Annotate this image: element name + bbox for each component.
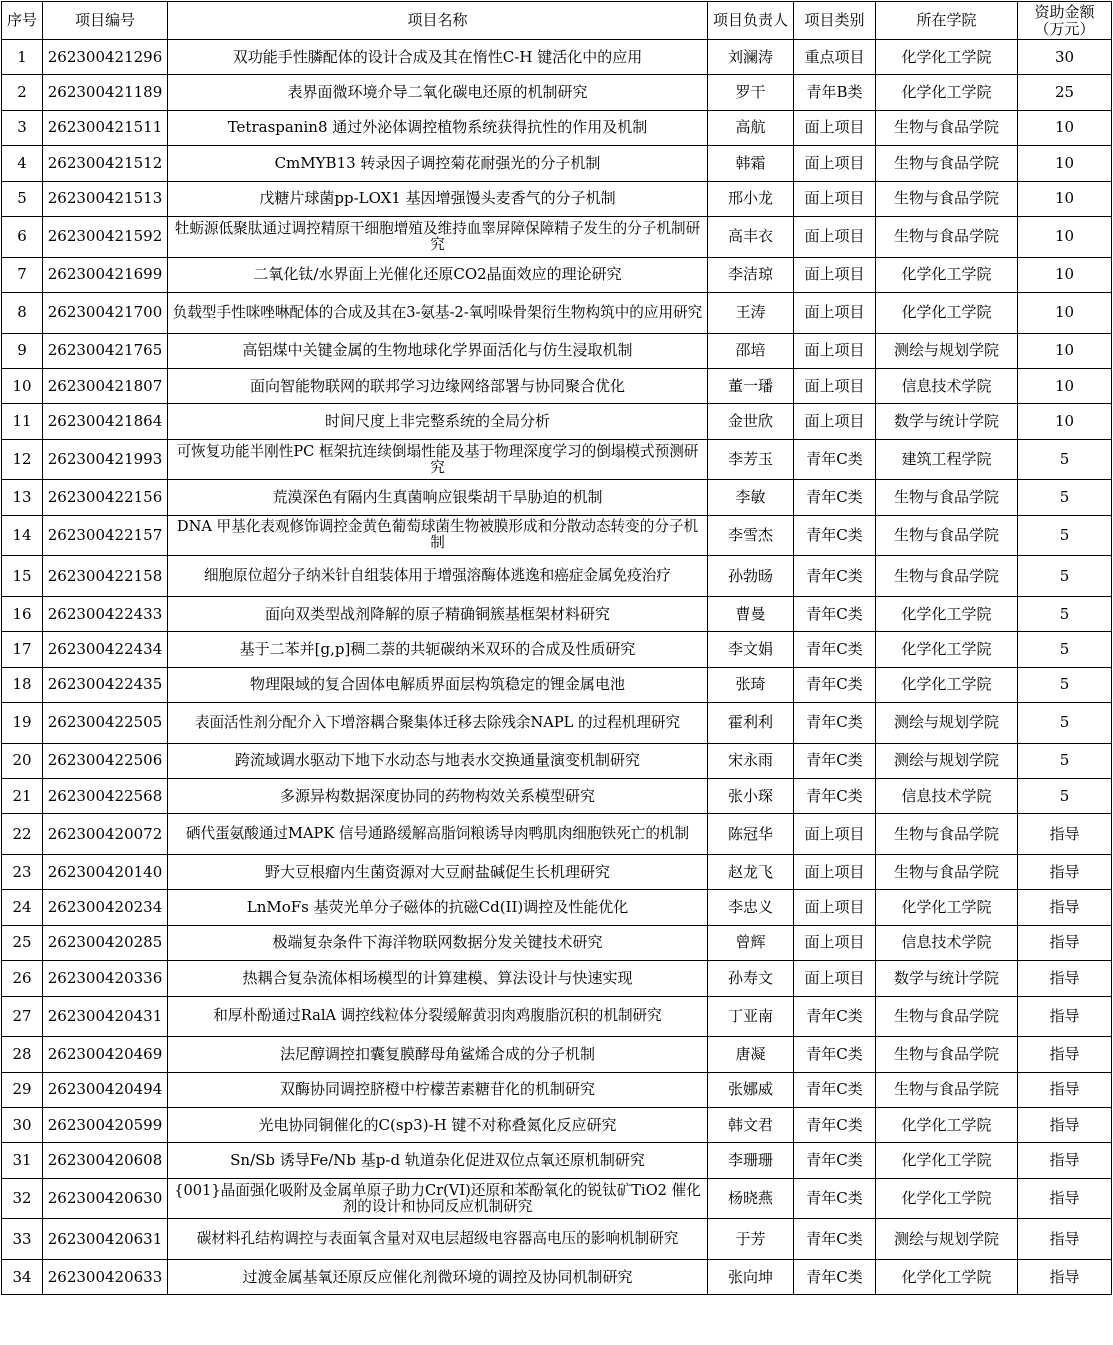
cell-name: 过渡金属基氧还原反应催化剂微环境的调控及协同机制研究 (168, 1259, 708, 1294)
cell-leader: 王涛 (708, 292, 794, 333)
cell-name: 牡蛎源低聚肽通过调控精原干细胞增殖及维持血睾屏障保障精子发生的分子机制研究 (168, 216, 708, 257)
cell-amount: 10 (1018, 110, 1112, 145)
cell-seq: 23 (2, 855, 43, 890)
cell-college: 生物与食品学院 (876, 996, 1018, 1037)
cell-name: {001}晶面强化吸附及金属单原子助力Cr(VI)还原和苯酚氧化的锐钛矿TiO2 催化剂的设计和协同反应机制研究 (168, 1178, 708, 1219)
table-row (2, 743, 1112, 778)
cell-code: 262300421189 (43, 75, 168, 110)
cell-leader: 刘澜涛 (708, 40, 794, 75)
cell-leader: 李雪杰 (708, 515, 794, 556)
cell-leader: 张娜威 (708, 1072, 794, 1107)
cell-code: 262300422435 (43, 667, 168, 702)
cell-code: 262300421765 (43, 333, 168, 368)
cell-seq: 19 (2, 703, 43, 744)
cell-college: 生物与食品学院 (876, 855, 1018, 890)
cell-name: 双功能手性膦配体的设计合成及其在惰性C-H 键活化中的应用 (168, 40, 708, 75)
cell-category: 青年B类 (794, 75, 876, 110)
cell-amount: 10 (1018, 404, 1112, 439)
cell-category: 青年C类 (794, 1219, 876, 1260)
cell-name: 热耦合复杂流体相场模型的计算建模、算法设计与快速实现 (168, 961, 708, 996)
cell-name: 跨流域调水驱动下地下水动态与地表水交换通量演变机制研究 (168, 743, 708, 778)
cell-seq: 10 (2, 368, 43, 403)
cell-seq: 4 (2, 146, 43, 181)
header-amount: 资助金额（万元） (1018, 2, 1112, 40)
cell-seq: 30 (2, 1107, 43, 1142)
cell-seq: 31 (2, 1143, 43, 1178)
cell-code: 262300420494 (43, 1072, 168, 1107)
cell-code: 262300420630 (43, 1178, 168, 1219)
cell-name: 二氧化钛/水界面上光催化还原CO2晶面效应的理论研究 (168, 257, 708, 292)
cell-name: 物理限域的复合固体电解质界面层构筑稳定的锂金属电池 (168, 667, 708, 702)
cell-name: CmMYB13 转录因子调控菊花耐强光的分子机制 (168, 146, 708, 181)
cell-college: 生物与食品学院 (876, 181, 1018, 216)
cell-seq: 29 (2, 1072, 43, 1107)
table-row (2, 556, 1112, 597)
cell-amount: 10 (1018, 181, 1112, 216)
cell-amount: 指导 (1018, 1037, 1112, 1072)
cell-leader: 霍利利 (708, 703, 794, 744)
cell-category: 青年C类 (794, 439, 876, 480)
cell-seq: 5 (2, 181, 43, 216)
cell-seq: 33 (2, 1219, 43, 1260)
table-row (2, 439, 1112, 480)
cell-amount: 10 (1018, 216, 1112, 257)
cell-leader: 丁亚南 (708, 996, 794, 1037)
cell-category: 面上项目 (794, 925, 876, 960)
cell-name: 面向智能物联网的联邦学习边缘网络部署与协同聚合优化 (168, 368, 708, 403)
cell-seq: 14 (2, 515, 43, 556)
cell-category: 青年C类 (794, 515, 876, 556)
cell-category: 面上项目 (794, 146, 876, 181)
cell-code: 262300422158 (43, 556, 168, 597)
cell-seq: 9 (2, 333, 43, 368)
cell-college: 测绘与规划学院 (876, 743, 1018, 778)
cell-code: 262300421592 (43, 216, 168, 257)
cell-college: 化学化工学院 (876, 632, 1018, 667)
cell-college: 化学化工学院 (876, 257, 1018, 292)
cell-college: 生物与食品学院 (876, 480, 1018, 515)
table-row (2, 40, 1112, 75)
table-row (2, 1259, 1112, 1294)
cell-college: 化学化工学院 (876, 292, 1018, 333)
header-category: 项目类别 (794, 2, 876, 40)
cell-amount: 5 (1018, 596, 1112, 631)
cell-college: 化学化工学院 (876, 667, 1018, 702)
table-row (2, 1072, 1112, 1107)
cell-college: 化学化工学院 (876, 1143, 1018, 1178)
cell-name: Tetraspanin8 通过外泌体调控植物系统获得抗性的作用及机制 (168, 110, 708, 145)
cell-code: 262300422157 (43, 515, 168, 556)
cell-amount: 指导 (1018, 996, 1112, 1037)
cell-category: 青年C类 (794, 779, 876, 814)
cell-leader: 曾辉 (708, 925, 794, 960)
cell-seq: 13 (2, 480, 43, 515)
cell-code: 262300421864 (43, 404, 168, 439)
cell-amount: 5 (1018, 779, 1112, 814)
cell-seq: 12 (2, 439, 43, 480)
cell-name: 硒代蛋氨酸通过MAPK 信号通路缓解高脂饲粮诱导肉鸭肌肉细胞铁死亡的机制 (168, 814, 708, 855)
cell-code: 262300422506 (43, 743, 168, 778)
cell-code: 262300420285 (43, 925, 168, 960)
cell-amount: 5 (1018, 480, 1112, 515)
cell-leader: 高丰衣 (708, 216, 794, 257)
cell-name: 时间尺度上非完整系统的全局分析 (168, 404, 708, 439)
cell-code: 262300421700 (43, 292, 168, 333)
cell-category: 面上项目 (794, 181, 876, 216)
cell-amount: 10 (1018, 333, 1112, 368)
cell-college: 建筑工程学院 (876, 439, 1018, 480)
cell-amount: 5 (1018, 743, 1112, 778)
cell-college: 测绘与规划学院 (876, 703, 1018, 744)
cell-category: 青年C类 (794, 1037, 876, 1072)
cell-name: 双酶协同调控脐橙中柠檬苦素糖苷化的机制研究 (168, 1072, 708, 1107)
cell-amount: 指导 (1018, 1178, 1112, 1219)
cell-name: 高铝煤中关键金属的生物地球化学界面活化与仿生浸取机制 (168, 333, 708, 368)
table-row (2, 110, 1112, 145)
cell-code: 262300422156 (43, 480, 168, 515)
cell-amount: 25 (1018, 75, 1112, 110)
cell-leader: 董一璠 (708, 368, 794, 403)
cell-seq: 20 (2, 743, 43, 778)
cell-college: 化学化工学院 (876, 596, 1018, 631)
table-row (2, 515, 1112, 556)
cell-amount: 5 (1018, 556, 1112, 597)
cell-name: 碳材料孔结构调控与表面氧含量对双电层超级电容器高电压的影响机制研究 (168, 1219, 708, 1260)
cell-college: 化学化工学院 (876, 75, 1018, 110)
cell-name: 法尼醇调控扣囊复膜酵母角鲨烯合成的分子机制 (168, 1037, 708, 1072)
cell-name: 可恢复功能半刚性PC 框架抗连续倒塌性能及基于物理深度学习的倒塌模式预测研究 (168, 439, 708, 480)
cell-code: 262300420072 (43, 814, 168, 855)
table-row (2, 146, 1112, 181)
cell-name: 表面活性剂分配介入下增溶耦合聚集体迁移去除残余NAPL 的过程机理研究 (168, 703, 708, 744)
cell-category: 青年C类 (794, 1107, 876, 1142)
cell-name: Sn/Sb 诱导Fe/Nb 基p-d 轨道杂化促进双位点氧还原机制研究 (168, 1143, 708, 1178)
cell-code: 262300421512 (43, 146, 168, 181)
cell-category: 青年C类 (794, 480, 876, 515)
cell-name: 野大豆根瘤内生菌资源对大豆耐盐碱促生长机理研究 (168, 855, 708, 890)
cell-seq: 32 (2, 1178, 43, 1219)
cell-name: 细胞原位超分子纳米针自组装体用于增强溶酶体逃逸和癌症金属免疫治疗 (168, 556, 708, 597)
cell-college: 生物与食品学院 (876, 1072, 1018, 1107)
table-row (2, 779, 1112, 814)
cell-amount: 指导 (1018, 890, 1112, 925)
cell-seq: 1 (2, 40, 43, 75)
cell-college: 生物与食品学院 (876, 216, 1018, 257)
cell-category: 青年C类 (794, 743, 876, 778)
cell-seq: 27 (2, 996, 43, 1037)
table-body (2, 40, 1112, 1295)
cell-name: 表界面微环境介导二氧化碳电还原的机制研究 (168, 75, 708, 110)
cell-leader: 张向坤 (708, 1259, 794, 1294)
cell-leader: 李洁琼 (708, 257, 794, 292)
cell-seq: 3 (2, 110, 43, 145)
cell-code: 262300420633 (43, 1259, 168, 1294)
table-row (2, 1143, 1112, 1178)
cell-name: 荒漠深色有隔内生真菌响应银柴胡干旱胁迫的机制 (168, 480, 708, 515)
cell-amount: 30 (1018, 40, 1112, 75)
cell-leader: 金世欣 (708, 404, 794, 439)
cell-code: 262300421513 (43, 181, 168, 216)
cell-college: 信息技术学院 (876, 368, 1018, 403)
cell-amount: 指导 (1018, 1143, 1112, 1178)
cell-amount: 5 (1018, 439, 1112, 480)
cell-code: 262300421511 (43, 110, 168, 145)
cell-college: 测绘与规划学院 (876, 333, 1018, 368)
table-row (2, 368, 1112, 403)
table-row (2, 1107, 1112, 1142)
header-name: 项目名称 (168, 2, 708, 40)
cell-name: 和厚朴酚通过RalA 调控线粒体分裂缓解黄羽肉鸡腹脂沉积的机制研究 (168, 996, 708, 1037)
cell-amount: 10 (1018, 146, 1112, 181)
cell-leader: 李芳玉 (708, 439, 794, 480)
cell-category: 面上项目 (794, 890, 876, 925)
cell-code: 262300420599 (43, 1107, 168, 1142)
cell-category: 青年C类 (794, 1072, 876, 1107)
cell-leader: 曹曼 (708, 596, 794, 631)
cell-category: 青年C类 (794, 1259, 876, 1294)
cell-college: 化学化工学院 (876, 1259, 1018, 1294)
cell-college: 信息技术学院 (876, 925, 1018, 960)
cell-amount: 指导 (1018, 855, 1112, 890)
cell-leader: 张琦 (708, 667, 794, 702)
cell-seq: 28 (2, 1037, 43, 1072)
cell-name: 负载型手性咪唑啉配体的合成及其在3-氨基-2-氧吲哚骨架衍生物构筑中的应用研究 (168, 292, 708, 333)
header-leader: 项目负责人 (708, 2, 794, 40)
cell-seq: 26 (2, 961, 43, 996)
cell-seq: 7 (2, 257, 43, 292)
cell-seq: 6 (2, 216, 43, 257)
cell-code: 262300420469 (43, 1037, 168, 1072)
cell-seq: 8 (2, 292, 43, 333)
cell-category: 重点项目 (794, 40, 876, 75)
cell-category: 面上项目 (794, 333, 876, 368)
cell-amount: 10 (1018, 368, 1112, 403)
cell-category: 面上项目 (794, 110, 876, 145)
cell-college: 化学化工学院 (876, 890, 1018, 925)
cell-category: 青年C类 (794, 596, 876, 631)
cell-category: 青年C类 (794, 1143, 876, 1178)
project-funding-table (1, 1, 1112, 1295)
table-row (2, 703, 1112, 744)
cell-amount: 指导 (1018, 1219, 1112, 1260)
cell-leader: 杨晓燕 (708, 1178, 794, 1219)
cell-college: 化学化工学院 (876, 1178, 1018, 1219)
cell-amount: 5 (1018, 632, 1112, 667)
cell-code: 262300420631 (43, 1219, 168, 1260)
cell-code: 262300420431 (43, 996, 168, 1037)
cell-code: 262300420140 (43, 855, 168, 890)
cell-leader: 李敏 (708, 480, 794, 515)
table-row (2, 257, 1112, 292)
cell-code: 262300420234 (43, 890, 168, 925)
cell-amount: 5 (1018, 703, 1112, 744)
cell-name: DNA 甲基化表观修饰调控金黄色葡萄球菌生物被膜形成和分散动态转变的分子机制 (168, 515, 708, 556)
cell-leader: 邵培 (708, 333, 794, 368)
cell-leader: 陈冠华 (708, 814, 794, 855)
cell-seq: 34 (2, 1259, 43, 1294)
cell-seq: 16 (2, 596, 43, 631)
cell-name: LnMoFs 基荧光单分子磁体的抗磁Cd(II)调控及性能优化 (168, 890, 708, 925)
cell-leader: 韩文君 (708, 1107, 794, 1142)
cell-leader: 赵龙飞 (708, 855, 794, 890)
cell-seq: 11 (2, 404, 43, 439)
cell-seq: 25 (2, 925, 43, 960)
cell-leader: 韩霜 (708, 146, 794, 181)
cell-code: 262300420608 (43, 1143, 168, 1178)
cell-seq: 2 (2, 75, 43, 110)
table-row (2, 925, 1112, 960)
table-row (2, 292, 1112, 333)
table-row (2, 890, 1112, 925)
cell-code: 262300420336 (43, 961, 168, 996)
cell-leader: 李文娟 (708, 632, 794, 667)
cell-college: 生物与食品学院 (876, 1037, 1018, 1072)
table-row (2, 855, 1112, 890)
cell-leader: 孙寿文 (708, 961, 794, 996)
table-row (2, 1219, 1112, 1260)
cell-leader: 宋永雨 (708, 743, 794, 778)
cell-category: 青年C类 (794, 996, 876, 1037)
cell-leader: 张小琛 (708, 779, 794, 814)
cell-college: 生物与食品学院 (876, 556, 1018, 597)
cell-college: 数学与统计学院 (876, 404, 1018, 439)
cell-leader: 邢小龙 (708, 181, 794, 216)
cell-category: 青年C类 (794, 556, 876, 597)
table-row (2, 480, 1112, 515)
cell-amount: 指导 (1018, 1259, 1112, 1294)
cell-amount: 指导 (1018, 814, 1112, 855)
cell-name: 基于二苯并[g,p]稠二萘的共轭碳纳米双环的合成及性质研究 (168, 632, 708, 667)
table-row (2, 1037, 1112, 1072)
cell-seq: 15 (2, 556, 43, 597)
cell-college: 生物与食品学院 (876, 110, 1018, 145)
table-row (2, 333, 1112, 368)
cell-college: 测绘与规划学院 (876, 1219, 1018, 1260)
cell-college: 生物与食品学院 (876, 814, 1018, 855)
cell-category: 青年C类 (794, 703, 876, 744)
table-row (2, 814, 1112, 855)
cell-college: 化学化工学院 (876, 40, 1018, 75)
table-row (2, 667, 1112, 702)
cell-amount: 5 (1018, 667, 1112, 702)
cell-leader: 于芳 (708, 1219, 794, 1260)
cell-category: 青年C类 (794, 667, 876, 702)
table-row (2, 216, 1112, 257)
cell-code: 262300422505 (43, 703, 168, 744)
cell-college: 信息技术学院 (876, 779, 1018, 814)
cell-college: 生物与食品学院 (876, 515, 1018, 556)
cell-name: 戊糖片球菌pp-LOX1 基因增强馒头麦香气的分子机制 (168, 181, 708, 216)
table-row (2, 75, 1112, 110)
cell-seq: 21 (2, 779, 43, 814)
header-code: 项目编号 (43, 2, 168, 40)
cell-code: 262300422568 (43, 779, 168, 814)
cell-code: 262300421699 (43, 257, 168, 292)
cell-category: 面上项目 (794, 961, 876, 996)
cell-category: 面上项目 (794, 292, 876, 333)
cell-leader: 李忠义 (708, 890, 794, 925)
cell-college: 生物与食品学院 (876, 146, 1018, 181)
cell-code: 262300421993 (43, 439, 168, 480)
cell-category: 面上项目 (794, 257, 876, 292)
table-row (2, 596, 1112, 631)
cell-seq: 22 (2, 814, 43, 855)
table-row (2, 404, 1112, 439)
cell-amount: 指导 (1018, 1072, 1112, 1107)
cell-category: 面上项目 (794, 216, 876, 257)
cell-category: 青年C类 (794, 632, 876, 667)
table-row (2, 181, 1112, 216)
cell-amount: 5 (1018, 515, 1112, 556)
cell-code: 262300421296 (43, 40, 168, 75)
header-seq: 序号 (2, 2, 43, 40)
cell-amount: 指导 (1018, 961, 1112, 996)
table-row (2, 996, 1112, 1037)
cell-amount: 指导 (1018, 925, 1112, 960)
cell-amount: 10 (1018, 292, 1112, 333)
cell-category: 面上项目 (794, 404, 876, 439)
cell-name: 多源异构数据深度协同的药物构效关系模型研究 (168, 779, 708, 814)
table-row (2, 961, 1112, 996)
cell-name: 面向双类型战剂降解的原子精确铜簇基框架材料研究 (168, 596, 708, 631)
cell-name: 极端复杂条件下海洋物联网数据分发关键技术研究 (168, 925, 708, 960)
cell-leader: 李珊珊 (708, 1143, 794, 1178)
cell-code: 262300422433 (43, 596, 168, 631)
cell-name: 光电协同铜催化的C(sp3)-H 键不对称叠氮化反应研究 (168, 1107, 708, 1142)
cell-leader: 孙勃旸 (708, 556, 794, 597)
cell-category: 青年C类 (794, 1178, 876, 1219)
cell-leader: 罗干 (708, 75, 794, 110)
cell-leader: 高航 (708, 110, 794, 145)
cell-seq: 24 (2, 890, 43, 925)
header-college: 所在学院 (876, 2, 1018, 40)
cell-seq: 17 (2, 632, 43, 667)
cell-category: 面上项目 (794, 855, 876, 890)
cell-category: 面上项目 (794, 368, 876, 403)
cell-college: 数学与统计学院 (876, 961, 1018, 996)
cell-seq: 18 (2, 667, 43, 702)
cell-amount: 指导 (1018, 1107, 1112, 1142)
table-header-row (2, 2, 1112, 40)
cell-leader: 唐凝 (708, 1037, 794, 1072)
cell-code: 262300422434 (43, 632, 168, 667)
cell-college: 化学化工学院 (876, 1107, 1018, 1142)
cell-category: 面上项目 (794, 814, 876, 855)
table-row (2, 632, 1112, 667)
cell-code: 262300421807 (43, 368, 168, 403)
cell-amount: 10 (1018, 257, 1112, 292)
table-row (2, 1178, 1112, 1219)
